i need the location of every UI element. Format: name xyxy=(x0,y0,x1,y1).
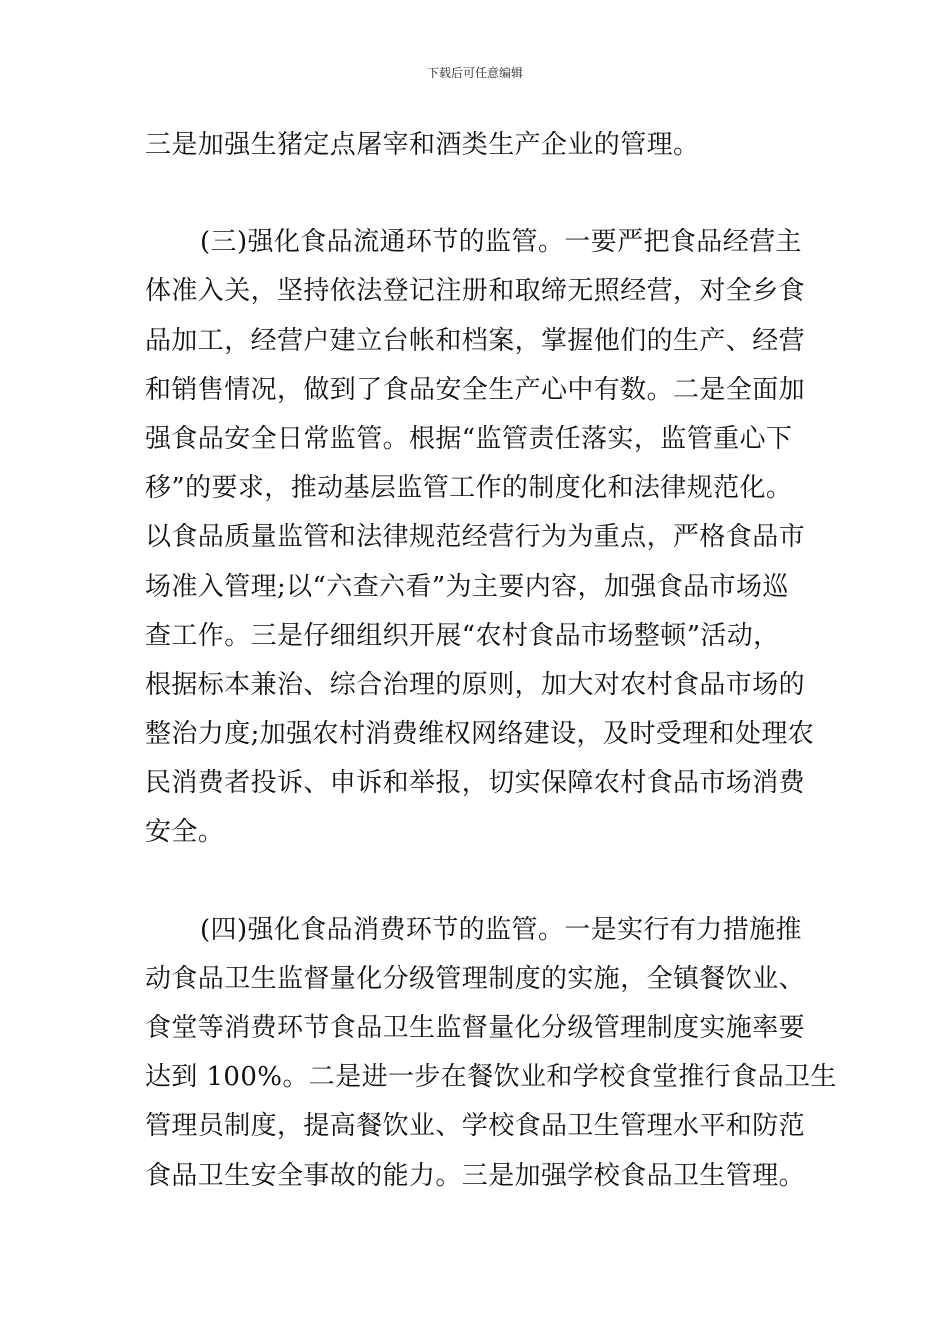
page-header: 下载后可任意编辑 xyxy=(426,66,523,80)
text-line: 强食品安全日常监管。根据“监管责任落实，监管重心下 xyxy=(145,423,793,454)
text-line: (四)强化食品消费环节的监管。一是实行有力措施推 xyxy=(200,914,802,945)
paragraph-gap xyxy=(145,177,810,225)
text-line: 食品卫生安全事故的能力。三是加强学校食品卫生管理。 xyxy=(145,1160,806,1191)
text-line: 查工作。三是仔细组织开展“农村食品市场整顿”活动， xyxy=(145,620,780,651)
paragraph xyxy=(145,128,810,162)
text-line: 整治力度;加强农村消费维权网络建设，及时受理和处理农 xyxy=(145,719,815,750)
paragraph xyxy=(145,225,815,849)
text-line: 安全。 xyxy=(145,817,225,848)
text-line: 达到 100%。二是进一步在餐饮业和学校食堂推行食品卫生 xyxy=(145,1062,837,1093)
text-line: 三是加强生猪定点屠宰和酒类生产企业的管理。 xyxy=(145,130,700,160)
text-line: 和销售情况，做到了食品安全生产心中有数。二是全面加 xyxy=(145,374,806,405)
text-line: 体准入关，坚持依法登记注册和取缔无照经营，对全乡食 xyxy=(145,276,806,307)
document-body xyxy=(145,128,837,1208)
text-line: 品加工，经营户建立台帐和档案，掌握他们的生产、经营 xyxy=(145,325,806,356)
text-line: 民消费者投诉、申诉和举报，切实保障农村食品市场消费 xyxy=(145,768,806,799)
text-line: 食堂等消费环节食品卫生监督量化分级管理制度实施率要 xyxy=(145,1013,806,1043)
text-line: 移”的要求，推动基层监管工作的制度化和法律规范化。 xyxy=(145,473,793,504)
text-line: 场准入管理;以“六查六看”为主要内容，加强食品市场巡 xyxy=(145,571,789,602)
text-line: 以食品质量监管和法律规范经营行为为重点，严格食品市 xyxy=(145,522,806,553)
text-line: 管理员制度，提高餐饮业、学校食品卫生管理水平和防范 xyxy=(145,1111,806,1142)
paragraph-gap xyxy=(145,865,810,913)
text-line: 根据标本兼治、综合治理的原则，加大对农村食品市场的 xyxy=(145,669,806,700)
text-line: (三)强化食品流通环节的监管。一要严把食品经营主 xyxy=(200,227,802,258)
paragraph xyxy=(145,913,837,1193)
text-line: 动食品卫生监督量化分级管理制度的实施，全镇餐饮业、 xyxy=(145,963,806,994)
